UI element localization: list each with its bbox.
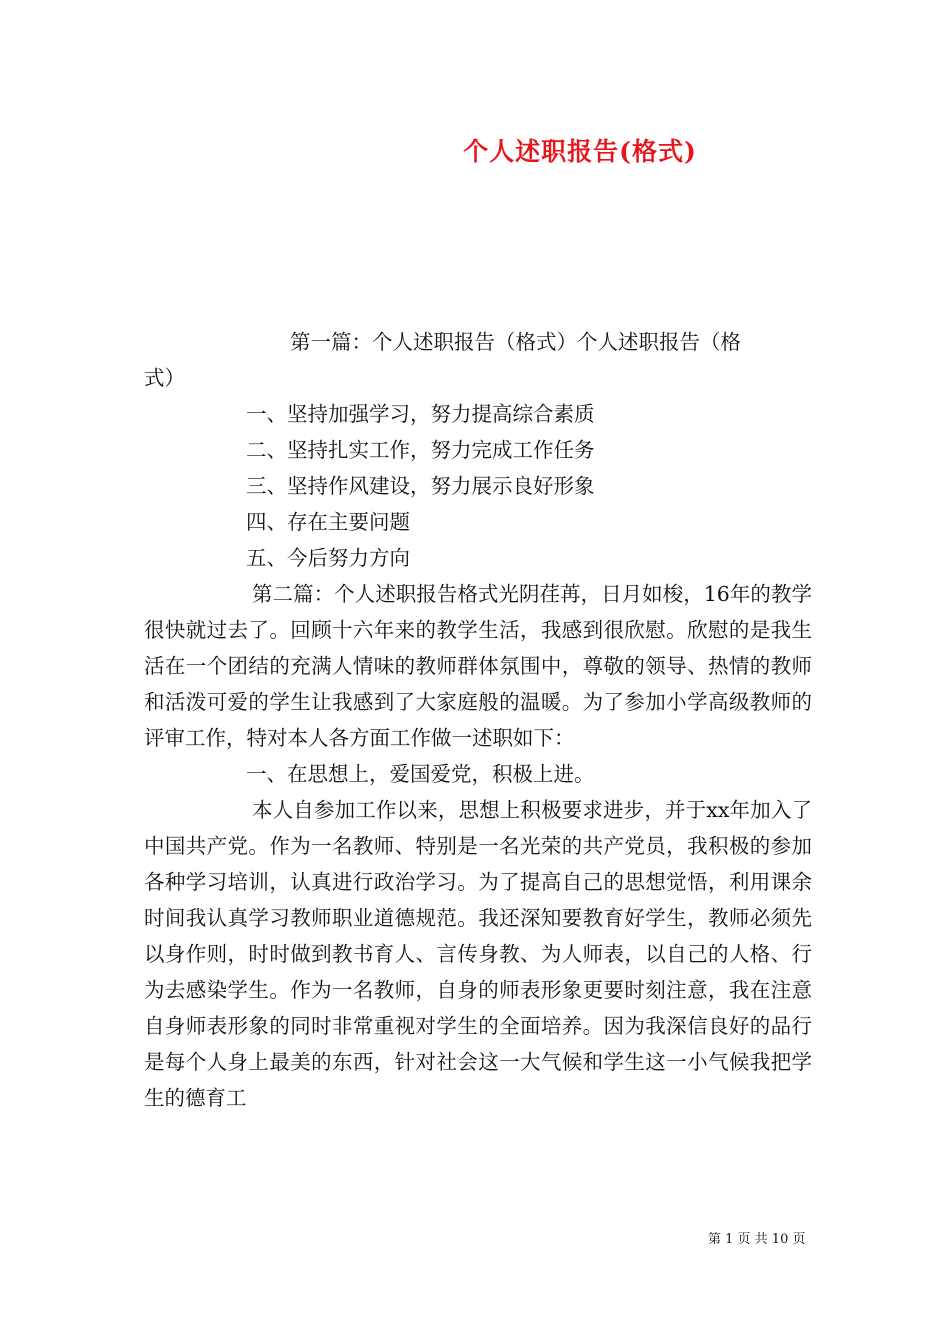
list-item-4: 四、存在主要问题 (246, 510, 410, 534)
paragraph-3: 本人自参加工作以来，思想上积极要求进步，并于xx年加入了中国共产党。作为一名教师、特别是一名光荣的共产党员，我积极的参加各种学习培训，认真进行政治学习。为了提高自己的思想觉悟，利用课余时间我认真学习教师职业道德规范。我还深知要教育好学生，教师必须先以身作则，时时做到教书育人、言传身教、为人师表，以自己的人格、行为去感染学生。作为一名教师，自身的师表形象更要时刻注意，我在注意自身师表形象的同时非常重视对学生的全面培养。因为我深信良好的品行是每个人身上最美的东西，针对社会这一大气候和学生这一小气候我把学生的德育工 (144, 798, 812, 1110)
section-heading-1: 一、在思想上，爱国爱党，积极上进。 (246, 762, 595, 786)
list-item-1: 一、坚持加强学习，努力提高综合素质 (246, 402, 595, 426)
list-item-5: 五、今后努力方向 (246, 546, 410, 570)
paragraph-1-line-2: 式） (144, 366, 185, 390)
list-item-2: 二、坚持扎实工作，努力完成工作任务 (246, 438, 595, 462)
list-item-3: 三、坚持作风建设，努力展示良好形象 (246, 474, 595, 498)
paragraph-2: 第二篇：个人述职报告格式光阴荏苒，日月如梭，16年的教学很快就过去了。回顾十六年来的教学生活，我感到很欣慰。欣慰的是我生活在一个团结的充满人情味的教师群体氛围中，尊敬的领导、热情的教师和活泼可爱的学生让我感到了大家庭般的温暖。为了参加小学高级教师的评审工作，特对本人各方面工作做一述职如下： (144, 582, 812, 750)
page-number: 第 1 页 共 10 页 (708, 1232, 806, 1247)
paragraph-1-line-1: 第一篇：个人述职报告（格式）个人述职报告（格 (290, 330, 741, 354)
document-title: 个人述职报告(格式) (463, 137, 697, 166)
document-body (144, 324, 812, 1116)
